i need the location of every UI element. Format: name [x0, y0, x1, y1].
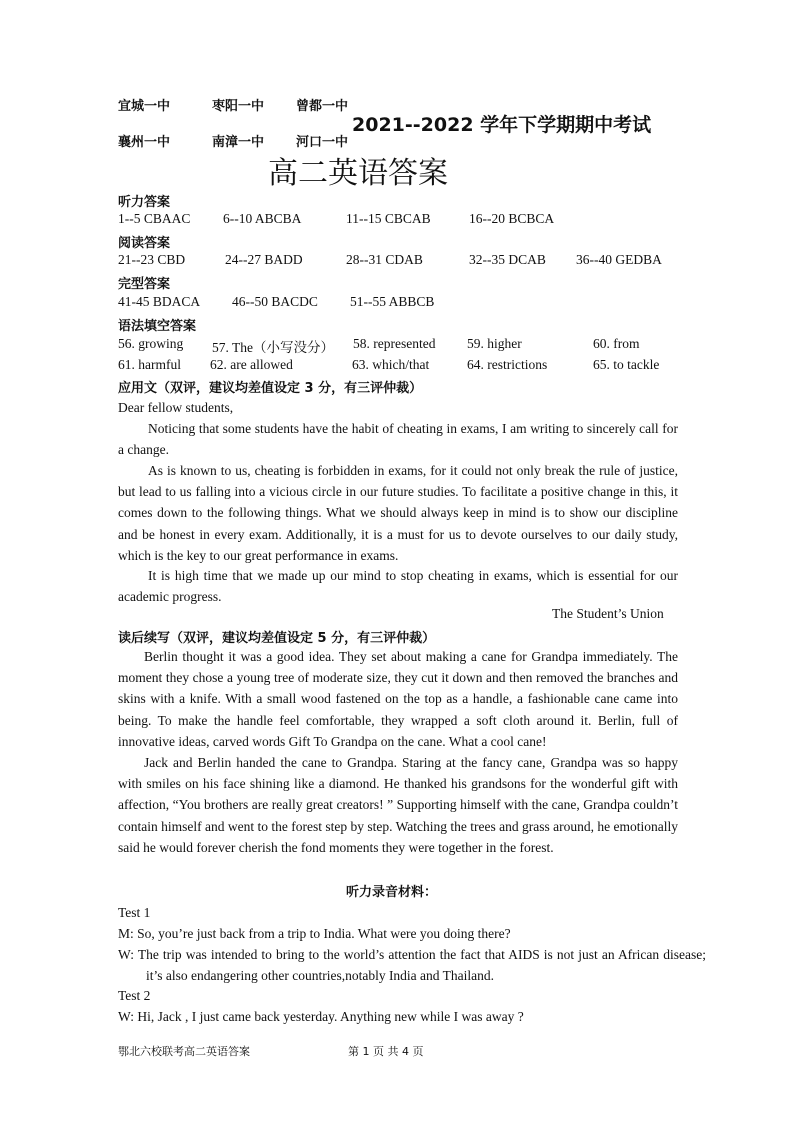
page-number: 第 1 页 共 4 页 [348, 1045, 424, 1058]
answer-group: 28--31 CDAB [346, 252, 423, 267]
letter-signature: The Student’s Union [552, 606, 664, 621]
answer-item: 60. from [593, 336, 640, 351]
answer-item: 58. represented [353, 336, 436, 351]
answer-group: 41-45 BDACA [118, 294, 201, 309]
school-name: 宜城一中 [118, 99, 171, 114]
answer-item: 59. higher [467, 336, 522, 351]
answer-group: 16--20 BCBCA [469, 211, 555, 226]
practical-writing-heading: 应用文（双评，建议均差值设定 3 分，有三评仲裁） [118, 381, 423, 396]
answer-group: 11--15 CBCAB [346, 211, 431, 226]
school-name: 曾都一中 [296, 99, 349, 114]
answer-item: 64. restrictions [467, 357, 548, 372]
dialogue-line: W: The trip was intended to bring to the world’s attention the fact that AIDS is not just an African disease; it’s also endangering other countries,notably India and Thailand. [118, 947, 706, 984]
school-name: 襄州一中 [118, 135, 171, 150]
answer-item: 62. are allowed [210, 357, 293, 372]
answer-group: 21--23 CBD [118, 252, 186, 267]
answer-group: 51--55 ABBCB [350, 294, 435, 309]
exam-title: 2021--2022 学年下学期期中考试 [352, 114, 652, 136]
story-paragraph: Jack and Berlin handed the cane to Grandpa. Staring at the fancy cane, Grandpa was so happy with smiles on his face shining like a diamond. He thanked his grandsons for the wonderful gift with affection, “You brothers are really great creators! ” Supporting himself with the cane, Grandpa couldn’t contain himself and went to the forest step by step. Watching the trees and grass around, he emotionally said he would forever cherish the fond moments they were together in the forest. [118, 755, 678, 855]
answer-group: 36--40 GEDBA [576, 252, 662, 267]
answer-item: 65. to tackle [593, 357, 660, 372]
cloze-heading: 完型答案 [118, 277, 171, 292]
footer-text: 鄂北六校联考高二英语答案 [118, 1045, 250, 1058]
dialogue-line: W: Hi, Jack , I just came back yesterday. Anything new while I was away ? [118, 1009, 524, 1024]
test-label: Test 1 [118, 905, 151, 920]
page-title: 高二英语答案 [268, 156, 448, 191]
reading-heading: 阅读答案 [118, 236, 171, 251]
school-name: 南漳一中 [212, 135, 265, 150]
test-label: Test 2 [118, 988, 151, 1003]
answer-item: 57. The（小写没分） [212, 340, 334, 355]
grammar-heading: 语法填空答案 [118, 319, 197, 334]
dialogue-line: M: So, you’re just back from a trip to India. What were you doing there? [118, 926, 511, 941]
answer-group: 6--10 ABCBA [223, 211, 302, 226]
story-paragraph: Berlin thought it was a good idea. They set about making a cane for Grandpa immediately. The moment they chose a young tree of moderate size, they cut it down and then removed the branches and skins with a knife. With a small wood fastened on the top as a handle, a fashionable cane came into being. To make the handle feel comfortable, they wrapped a soft cloth around it. Berlin, full of innovative ideas, carved words Gift To Grandpa on the cane. What a cool cane! [118, 649, 678, 749]
answer-group: 32--35 DCAB [469, 252, 546, 267]
letter-salutation: Dear fellow students, [118, 400, 234, 415]
answer-group: 24--27 BADD [225, 252, 303, 267]
answer-item: 63. which/that [352, 357, 430, 372]
school-name: 河口一中 [296, 135, 349, 150]
answer-item: 56. growing [118, 336, 184, 351]
letter-paragraph: As is known to us, cheating is forbidden in exams, for it could not only break the rule of justice, but lead to us falling into a vicious circle in our future studies. To facilitate a positive change in this, it comes down to the following things. What we should always keep in mind is to show our discipline and be honest in every exam. Additionally, it is a must for us to devote ourselves to our daily study, which is the key to our great performance in exams. [118, 463, 678, 563]
answer-group: 46--50 BACDC [232, 294, 318, 309]
answer-item: 61. harmful [118, 357, 181, 372]
letter-paragraph: Noticing that some students have the habit of cheating in exams, I am writing to sincerely call for a change. [118, 421, 678, 458]
listening-heading: 听力答案 [118, 195, 171, 210]
letter-paragraph: It is high time that we made up our mind to stop cheating in exams, which is essential for our academic progress. [118, 568, 678, 605]
answer-group: 1--5 CBAAC [118, 211, 191, 226]
school-name: 枣阳一中 [212, 99, 265, 114]
continuation-writing-heading: 读后续写（双评，建议均差值设定 5 分，有三评仲裁） [118, 631, 436, 646]
transcript-heading: 听力录音材料： [346, 885, 438, 900]
